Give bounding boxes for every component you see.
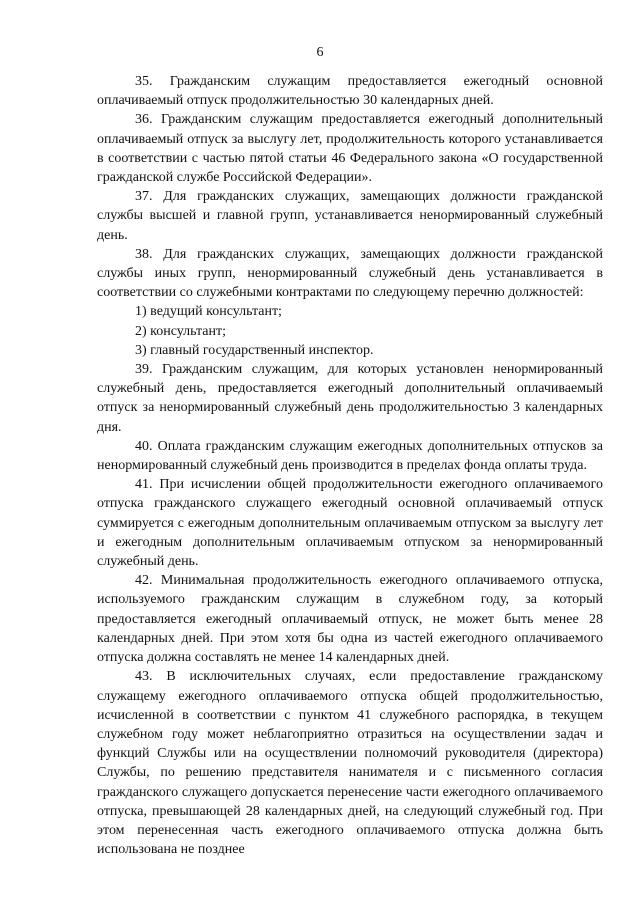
paragraph-39: 39. Гражданским служащим, для которых установлен ненормированный служебный день, предоставляется ежегодный дополнительный оплачиваемый отпуск за ненормированный служебный день продолжительностью 3 календарных дня.: [97, 362, 603, 435]
paragraph-37: 37. Для гражданских служащих, замещающих должности гражданской службы высшей и главной групп, устанавливается ненормированный служебный день.: [97, 189, 603, 243]
paragraph-42: 42. Минимальная продолжительность ежегодного оплачиваемого отпуска, используемого гражданским служащим в служебном году, за который предоставляется ежегодный оплачиваемый отпуск, не может быть менее 28 календарных дней. При этом хотя бы одна из частей ежегодного оплачиваемого отпуска должна составлять не менее 14 календарных дней.: [97, 573, 603, 666]
paragraph-43: 43. В исключительных случаях, если предоставление гражданскому служащему ежегодного оплачиваемого отпуска общей продолжительностью, исчисленной в соответствии с пунктом 41 служебного распорядка, в текущем служебном году может неблагоприятно отразиться на осуществлении задач и функций Службы или на осуществлении полномочий руководителя (директора) Службы, по решению представителя нанимателя и с письменного согласия гражданского служащего допускается перенесение части ежегодного оплачиваемого отпуска, превышающей 28 календарных дней, на следующий служебный год. При этом перенесенная часть ежегодного оплачиваемого отпуска должна быть использована не позднее: [97, 669, 603, 858]
paragraph-36: 36. Гражданским служащим предоставляется ежегодный дополнительный оплачиваемый отпуск за выслугу лет, продолжительность которого устанавливается в соответствии с частью пятой статьи 46 Федерального закона «О государственной гражданской службе Российской Федерации».: [97, 112, 603, 186]
list-item-2: 2) консультант;: [135, 323, 226, 339]
paragraph-40: 40. Оплата гражданским служащим ежегодных дополнительных отпусков за ненормированный служебный день производится в пределах фонда оплаты труда.: [97, 438, 603, 474]
paragraph-35: 35. Гражданским служащим предоставляется ежегодный основной оплачиваемый отпуск продолжительностью 30 календарных дней.: [97, 74, 603, 109]
list-item-1: 1) ведущий консультант;: [135, 304, 282, 320]
paragraph-41: 41. При исчислении общей продолжительности ежегодного оплачиваемого отпуска гражданского служащего ежегодный основной оплачиваемый отпуск суммируется с ежегодным дополнительным оплачиваемым отпуском за выслугу лет и ежегодным дополнительным оплачиваемым отпуском за ненормированный служебный день.: [97, 477, 603, 570]
paragraph-38: 38. Для гражданских служащих, замещающих должности гражданской службы иных групп, ненормированный служебный день устанавливается в соответствии со служебными контрактами по следующему перечню должностей:: [97, 246, 603, 301]
page-number: 6: [316, 45, 324, 60]
list-item-3: 3) главный государственный инспектор.: [135, 342, 374, 358]
document-body: [97, 72, 603, 859]
